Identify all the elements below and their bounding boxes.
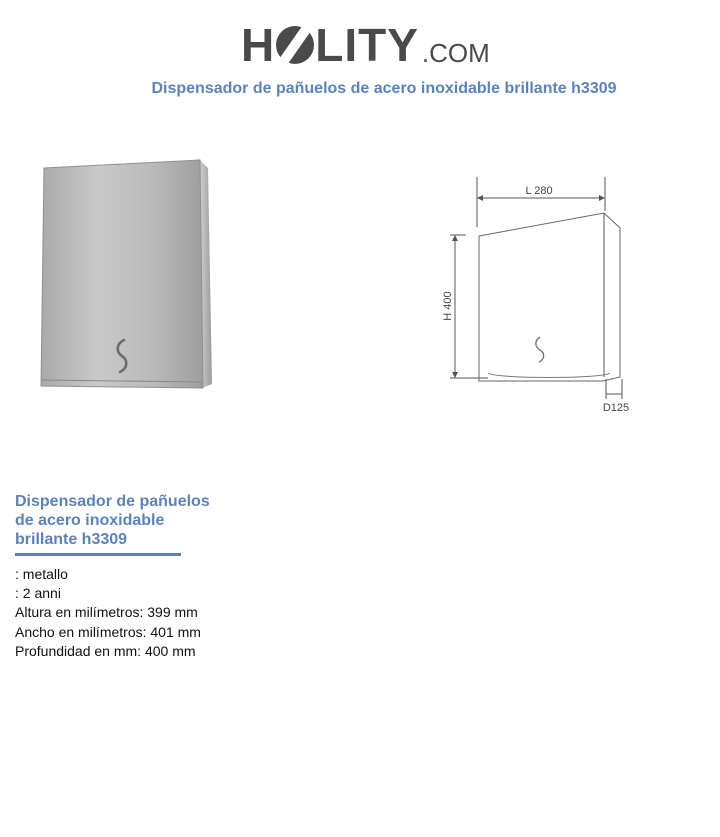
logo-letter-h: H (241, 19, 276, 71)
height-dimension-label: H 400 (442, 291, 454, 321)
spec-list (15, 565, 201, 661)
product-title: Dispensador de pañuelos de acero inoxidable brillante h3309 (15, 493, 210, 548)
logo-circle-icon (276, 26, 314, 64)
width-dimension-label: L 280 (525, 185, 553, 197)
holity-logo[interactable] (241, 18, 490, 71)
spec-depth: Profundidad en mm: 400 mm (15, 642, 196, 659)
logo-suffix: .COM (421, 38, 490, 68)
depth-dimension-label: D125 (602, 402, 630, 414)
page-title: Dispensador de pañuelos de acero inoxidable brillante h3309 (151, 80, 617, 97)
title-underline (15, 553, 181, 556)
spec-height: Altura en milímetros: 399 mm (15, 604, 198, 621)
logo-letters: LITY (315, 19, 419, 71)
logo-wordmark (241, 19, 419, 71)
technical-drawing (436, 175, 636, 420)
spec-material: : metallo (15, 566, 68, 582)
product-photo (40, 158, 215, 390)
spec-width: Ancho en milímetros: 401 mm (15, 623, 201, 640)
spec-warranty: : 2 anni (15, 585, 61, 602)
